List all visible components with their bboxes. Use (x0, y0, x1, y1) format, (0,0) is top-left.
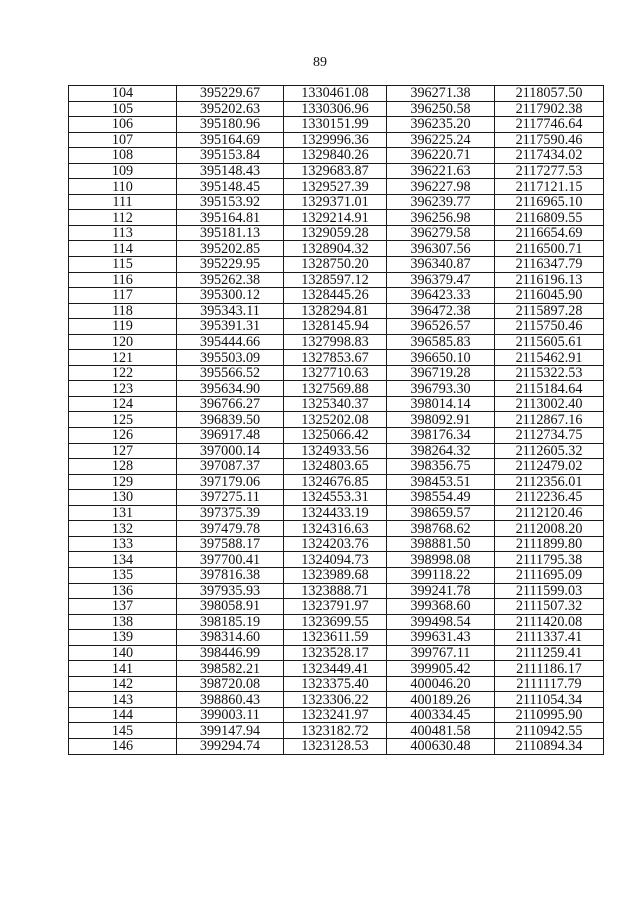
y1-coordinate-cell: 1323699.55 (284, 614, 387, 630)
x2-coordinate-cell: 399767.11 (387, 645, 495, 661)
y2-coordinate-cell: 2115184.64 (495, 381, 604, 397)
point-number-cell: 123 (69, 381, 177, 397)
y2-coordinate-cell: 2115750.46 (495, 319, 604, 335)
y2-coordinate-cell: 2117277.53 (495, 163, 604, 179)
point-number-cell: 119 (69, 319, 177, 335)
table-row (69, 459, 604, 475)
point-number-cell: 104 (69, 86, 177, 102)
x1-coordinate-cell: 398446.99 (177, 645, 284, 661)
x1-coordinate-cell: 395391.31 (177, 319, 284, 335)
y2-coordinate-cell: 2117121.15 (495, 179, 604, 195)
y1-coordinate-cell: 1324316.63 (284, 521, 387, 537)
point-number-cell: 125 (69, 412, 177, 428)
point-number-cell: 113 (69, 225, 177, 241)
point-number-cell: 115 (69, 257, 177, 273)
x2-coordinate-cell: 400046.20 (387, 676, 495, 692)
y1-coordinate-cell: 1323528.17 (284, 645, 387, 661)
y2-coordinate-cell: 2115462.91 (495, 350, 604, 366)
x2-coordinate-cell: 399368.60 (387, 599, 495, 615)
x1-coordinate-cell: 398582.21 (177, 661, 284, 677)
x1-coordinate-cell: 398720.08 (177, 676, 284, 692)
x1-coordinate-cell: 395164.69 (177, 132, 284, 148)
point-number-cell: 130 (69, 490, 177, 506)
y2-coordinate-cell: 2117746.64 (495, 117, 604, 133)
table-row (69, 303, 604, 319)
x1-coordinate-cell: 396917.48 (177, 428, 284, 444)
table-row (69, 692, 604, 708)
x2-coordinate-cell: 396793.30 (387, 381, 495, 397)
y2-coordinate-cell: 2116965.10 (495, 194, 604, 210)
x2-coordinate-cell: 400481.58 (387, 723, 495, 739)
point-number-cell: 129 (69, 474, 177, 490)
y2-coordinate-cell: 2116809.55 (495, 210, 604, 226)
point-number-cell: 131 (69, 505, 177, 521)
y1-coordinate-cell: 1323375.40 (284, 676, 387, 692)
x2-coordinate-cell: 396220.71 (387, 148, 495, 164)
table-row (69, 148, 604, 164)
x1-coordinate-cell: 395202.85 (177, 241, 284, 257)
y1-coordinate-cell: 1330461.08 (284, 86, 387, 102)
table-row (69, 117, 604, 133)
y1-coordinate-cell: 1323128.53 (284, 738, 387, 754)
y2-coordinate-cell: 2111899.80 (495, 536, 604, 552)
y1-coordinate-cell: 1329527.39 (284, 179, 387, 195)
y2-coordinate-cell: 2112605.32 (495, 443, 604, 459)
y2-coordinate-cell: 2115605.61 (495, 334, 604, 350)
y1-coordinate-cell: 1328597.12 (284, 272, 387, 288)
y2-coordinate-cell: 2110995.90 (495, 707, 604, 723)
table-row (69, 645, 604, 661)
y1-coordinate-cell: 1327710.63 (284, 365, 387, 381)
point-number-cell: 118 (69, 303, 177, 319)
point-number-cell: 110 (69, 179, 177, 195)
table-row (69, 101, 604, 117)
x1-coordinate-cell: 395153.92 (177, 194, 284, 210)
y1-coordinate-cell: 1325066.42 (284, 428, 387, 444)
x2-coordinate-cell: 400334.45 (387, 707, 495, 723)
y2-coordinate-cell: 2117590.46 (495, 132, 604, 148)
table-row (69, 474, 604, 490)
y2-coordinate-cell: 2113002.40 (495, 396, 604, 412)
table-row (69, 536, 604, 552)
x1-coordinate-cell: 395148.43 (177, 163, 284, 179)
table-row (69, 210, 604, 226)
x2-coordinate-cell: 398881.50 (387, 536, 495, 552)
table-row (69, 225, 604, 241)
y2-coordinate-cell: 2116654.69 (495, 225, 604, 241)
x2-coordinate-cell: 396279.58 (387, 225, 495, 241)
x1-coordinate-cell: 397935.93 (177, 583, 284, 599)
x2-coordinate-cell: 396271.38 (387, 86, 495, 102)
y1-coordinate-cell: 1323989.68 (284, 567, 387, 583)
x2-coordinate-cell: 396472.38 (387, 303, 495, 319)
table-row (69, 521, 604, 537)
point-number-cell: 120 (69, 334, 177, 350)
y2-coordinate-cell: 2111420.08 (495, 614, 604, 630)
x1-coordinate-cell: 399003.11 (177, 707, 284, 723)
y1-coordinate-cell: 1327853.67 (284, 350, 387, 366)
x2-coordinate-cell: 399118.22 (387, 567, 495, 583)
y2-coordinate-cell: 2112867.16 (495, 412, 604, 428)
y1-coordinate-cell: 1325202.08 (284, 412, 387, 428)
x1-coordinate-cell: 395634.90 (177, 381, 284, 397)
point-number-cell: 111 (69, 194, 177, 210)
point-number-cell: 121 (69, 350, 177, 366)
point-number-cell: 146 (69, 738, 177, 754)
x1-coordinate-cell: 399294.74 (177, 738, 284, 754)
y2-coordinate-cell: 2111599.03 (495, 583, 604, 599)
table-row (69, 365, 604, 381)
point-number-cell: 114 (69, 241, 177, 257)
table-row (69, 567, 604, 583)
y1-coordinate-cell: 1330306.96 (284, 101, 387, 117)
x2-coordinate-cell: 396307.56 (387, 241, 495, 257)
x1-coordinate-cell: 395148.45 (177, 179, 284, 195)
x2-coordinate-cell: 396340.87 (387, 257, 495, 273)
y1-coordinate-cell: 1323449.41 (284, 661, 387, 677)
y1-coordinate-cell: 1324433.19 (284, 505, 387, 521)
y2-coordinate-cell: 2111259.41 (495, 645, 604, 661)
x2-coordinate-cell: 398768.62 (387, 521, 495, 537)
y1-coordinate-cell: 1329996.36 (284, 132, 387, 148)
y1-coordinate-cell: 1323888.71 (284, 583, 387, 599)
table-row (69, 288, 604, 304)
x1-coordinate-cell: 395229.67 (177, 86, 284, 102)
y1-coordinate-cell: 1329371.01 (284, 194, 387, 210)
x1-coordinate-cell: 397179.06 (177, 474, 284, 490)
point-number-cell: 137 (69, 599, 177, 615)
x1-coordinate-cell: 395300.12 (177, 288, 284, 304)
y2-coordinate-cell: 2117902.38 (495, 101, 604, 117)
point-number-cell: 133 (69, 536, 177, 552)
x1-coordinate-cell: 395153.84 (177, 148, 284, 164)
point-number-cell: 124 (69, 396, 177, 412)
point-number-cell: 128 (69, 459, 177, 475)
x1-coordinate-cell: 395343.11 (177, 303, 284, 319)
table-row (69, 490, 604, 506)
x2-coordinate-cell: 398659.57 (387, 505, 495, 521)
x1-coordinate-cell: 397700.41 (177, 552, 284, 568)
y1-coordinate-cell: 1328294.81 (284, 303, 387, 319)
point-number-cell: 145 (69, 723, 177, 739)
y1-coordinate-cell: 1329683.87 (284, 163, 387, 179)
table-row (69, 428, 604, 444)
table-row (69, 723, 604, 739)
y2-coordinate-cell: 2110942.55 (495, 723, 604, 739)
y2-coordinate-cell: 2116347.79 (495, 257, 604, 273)
point-number-cell: 127 (69, 443, 177, 459)
table-row (69, 350, 604, 366)
y2-coordinate-cell: 2112356.01 (495, 474, 604, 490)
x1-coordinate-cell: 395180.96 (177, 117, 284, 133)
y2-coordinate-cell: 2115897.28 (495, 303, 604, 319)
table-row (69, 676, 604, 692)
x1-coordinate-cell: 395262.38 (177, 272, 284, 288)
x2-coordinate-cell: 400189.26 (387, 692, 495, 708)
x2-coordinate-cell: 396585.83 (387, 334, 495, 350)
x2-coordinate-cell: 396235.20 (387, 117, 495, 133)
table-row (69, 661, 604, 677)
x1-coordinate-cell: 395503.09 (177, 350, 284, 366)
x1-coordinate-cell: 398860.43 (177, 692, 284, 708)
y2-coordinate-cell: 2118057.50 (495, 86, 604, 102)
x1-coordinate-cell: 397000.14 (177, 443, 284, 459)
table-row (69, 738, 604, 754)
y2-coordinate-cell: 2115322.53 (495, 365, 604, 381)
x1-coordinate-cell: 395229.95 (177, 257, 284, 273)
point-number-cell: 139 (69, 630, 177, 646)
x1-coordinate-cell: 395202.63 (177, 101, 284, 117)
y1-coordinate-cell: 1323306.22 (284, 692, 387, 708)
x2-coordinate-cell: 396526.57 (387, 319, 495, 335)
point-number-cell: 138 (69, 614, 177, 630)
y2-coordinate-cell: 2116196.13 (495, 272, 604, 288)
table-row (69, 334, 604, 350)
x2-coordinate-cell: 396423.33 (387, 288, 495, 304)
x2-coordinate-cell: 399241.78 (387, 583, 495, 599)
table-row (69, 257, 604, 273)
x1-coordinate-cell: 399147.94 (177, 723, 284, 739)
point-number-cell: 116 (69, 272, 177, 288)
point-number-cell: 106 (69, 117, 177, 133)
x1-coordinate-cell: 397816.38 (177, 567, 284, 583)
y1-coordinate-cell: 1328145.94 (284, 319, 387, 335)
table-row (69, 396, 604, 412)
x1-coordinate-cell: 395444.66 (177, 334, 284, 350)
y1-coordinate-cell: 1324676.85 (284, 474, 387, 490)
x1-coordinate-cell: 397087.37 (177, 459, 284, 475)
y1-coordinate-cell: 1324203.76 (284, 536, 387, 552)
table-row (69, 505, 604, 521)
x2-coordinate-cell: 398453.51 (387, 474, 495, 490)
coordinates-table (68, 85, 604, 755)
x1-coordinate-cell: 395181.13 (177, 225, 284, 241)
y2-coordinate-cell: 2111795.38 (495, 552, 604, 568)
x1-coordinate-cell: 396766.27 (177, 396, 284, 412)
point-number-cell: 132 (69, 521, 177, 537)
point-number-cell: 107 (69, 132, 177, 148)
y2-coordinate-cell: 2111507.32 (495, 599, 604, 615)
table-row (69, 707, 604, 723)
x1-coordinate-cell: 397275.11 (177, 490, 284, 506)
x2-coordinate-cell: 396250.58 (387, 101, 495, 117)
y1-coordinate-cell: 1323611.59 (284, 630, 387, 646)
table-row (69, 599, 604, 615)
table-row (69, 163, 604, 179)
table-row (69, 241, 604, 257)
x1-coordinate-cell: 397479.78 (177, 521, 284, 537)
y1-coordinate-cell: 1327998.83 (284, 334, 387, 350)
y1-coordinate-cell: 1327569.88 (284, 381, 387, 397)
x1-coordinate-cell: 396839.50 (177, 412, 284, 428)
point-number-cell: 117 (69, 288, 177, 304)
x1-coordinate-cell: 398314.60 (177, 630, 284, 646)
x2-coordinate-cell: 396719.28 (387, 365, 495, 381)
x1-coordinate-cell: 397588.17 (177, 536, 284, 552)
table-row (69, 381, 604, 397)
y1-coordinate-cell: 1323182.72 (284, 723, 387, 739)
y1-coordinate-cell: 1328750.20 (284, 257, 387, 273)
point-number-cell: 136 (69, 583, 177, 599)
table-row (69, 194, 604, 210)
x2-coordinate-cell: 399498.54 (387, 614, 495, 630)
y1-coordinate-cell: 1330151.99 (284, 117, 387, 133)
x2-coordinate-cell: 396225.24 (387, 132, 495, 148)
table-row (69, 614, 604, 630)
point-number-cell: 109 (69, 163, 177, 179)
y1-coordinate-cell: 1325340.37 (284, 396, 387, 412)
y2-coordinate-cell: 2112479.02 (495, 459, 604, 475)
page-number: 89 (313, 55, 327, 70)
point-number-cell: 140 (69, 645, 177, 661)
y2-coordinate-cell: 2110894.34 (495, 738, 604, 754)
point-number-cell: 134 (69, 552, 177, 568)
x2-coordinate-cell: 399905.42 (387, 661, 495, 677)
point-number-cell: 144 (69, 707, 177, 723)
y1-coordinate-cell: 1328445.26 (284, 288, 387, 304)
y1-coordinate-cell: 1324094.73 (284, 552, 387, 568)
y1-coordinate-cell: 1328904.32 (284, 241, 387, 257)
table-row (69, 583, 604, 599)
y1-coordinate-cell: 1324553.31 (284, 490, 387, 506)
table-row (69, 552, 604, 568)
point-number-cell: 108 (69, 148, 177, 164)
x1-coordinate-cell: 395164.81 (177, 210, 284, 226)
y2-coordinate-cell: 2112008.20 (495, 521, 604, 537)
table-row (69, 179, 604, 195)
y1-coordinate-cell: 1329214.91 (284, 210, 387, 226)
x2-coordinate-cell: 396379.47 (387, 272, 495, 288)
y1-coordinate-cell: 1324803.65 (284, 459, 387, 475)
y1-coordinate-cell: 1324933.56 (284, 443, 387, 459)
point-number-cell: 143 (69, 692, 177, 708)
y2-coordinate-cell: 2112734.75 (495, 428, 604, 444)
y1-coordinate-cell: 1329059.28 (284, 225, 387, 241)
x2-coordinate-cell: 396221.63 (387, 163, 495, 179)
table-row (69, 132, 604, 148)
y2-coordinate-cell: 2111186.17 (495, 661, 604, 677)
point-number-cell: 141 (69, 661, 177, 677)
y1-coordinate-cell: 1329840.26 (284, 148, 387, 164)
y2-coordinate-cell: 2117434.02 (495, 148, 604, 164)
y2-coordinate-cell: 2111695.09 (495, 567, 604, 583)
x2-coordinate-cell: 398264.32 (387, 443, 495, 459)
x2-coordinate-cell: 400630.48 (387, 738, 495, 754)
table-row (69, 272, 604, 288)
y2-coordinate-cell: 2112236.45 (495, 490, 604, 506)
x1-coordinate-cell: 398185.19 (177, 614, 284, 630)
x2-coordinate-cell: 398176.34 (387, 428, 495, 444)
x1-coordinate-cell: 398058.91 (177, 599, 284, 615)
x2-coordinate-cell: 396239.77 (387, 194, 495, 210)
x2-coordinate-cell: 398092.91 (387, 412, 495, 428)
x2-coordinate-cell: 398554.49 (387, 490, 495, 506)
table-row (69, 630, 604, 646)
point-number-cell: 126 (69, 428, 177, 444)
y2-coordinate-cell: 2116045.90 (495, 288, 604, 304)
x2-coordinate-cell: 399631.43 (387, 630, 495, 646)
point-number-cell: 105 (69, 101, 177, 117)
x1-coordinate-cell: 395566.52 (177, 365, 284, 381)
x1-coordinate-cell: 397375.39 (177, 505, 284, 521)
x2-coordinate-cell: 398998.08 (387, 552, 495, 568)
table-row (69, 412, 604, 428)
point-number-cell: 112 (69, 210, 177, 226)
coordinates-table-body (69, 86, 604, 755)
y1-coordinate-cell: 1323241.97 (284, 707, 387, 723)
table-row (69, 443, 604, 459)
y2-coordinate-cell: 2111117.79 (495, 676, 604, 692)
table-row (69, 319, 604, 335)
x2-coordinate-cell: 396227.98 (387, 179, 495, 195)
table-row (69, 86, 604, 102)
point-number-cell: 122 (69, 365, 177, 381)
y2-coordinate-cell: 2116500.71 (495, 241, 604, 257)
y2-coordinate-cell: 2112120.46 (495, 505, 604, 521)
point-number-cell: 135 (69, 567, 177, 583)
point-number-cell: 142 (69, 676, 177, 692)
x2-coordinate-cell: 398356.75 (387, 459, 495, 475)
y2-coordinate-cell: 2111337.41 (495, 630, 604, 646)
y2-coordinate-cell: 2111054.34 (495, 692, 604, 708)
y1-coordinate-cell: 1323791.97 (284, 599, 387, 615)
x2-coordinate-cell: 398014.14 (387, 396, 495, 412)
x2-coordinate-cell: 396650.10 (387, 350, 495, 366)
x2-coordinate-cell: 396256.98 (387, 210, 495, 226)
